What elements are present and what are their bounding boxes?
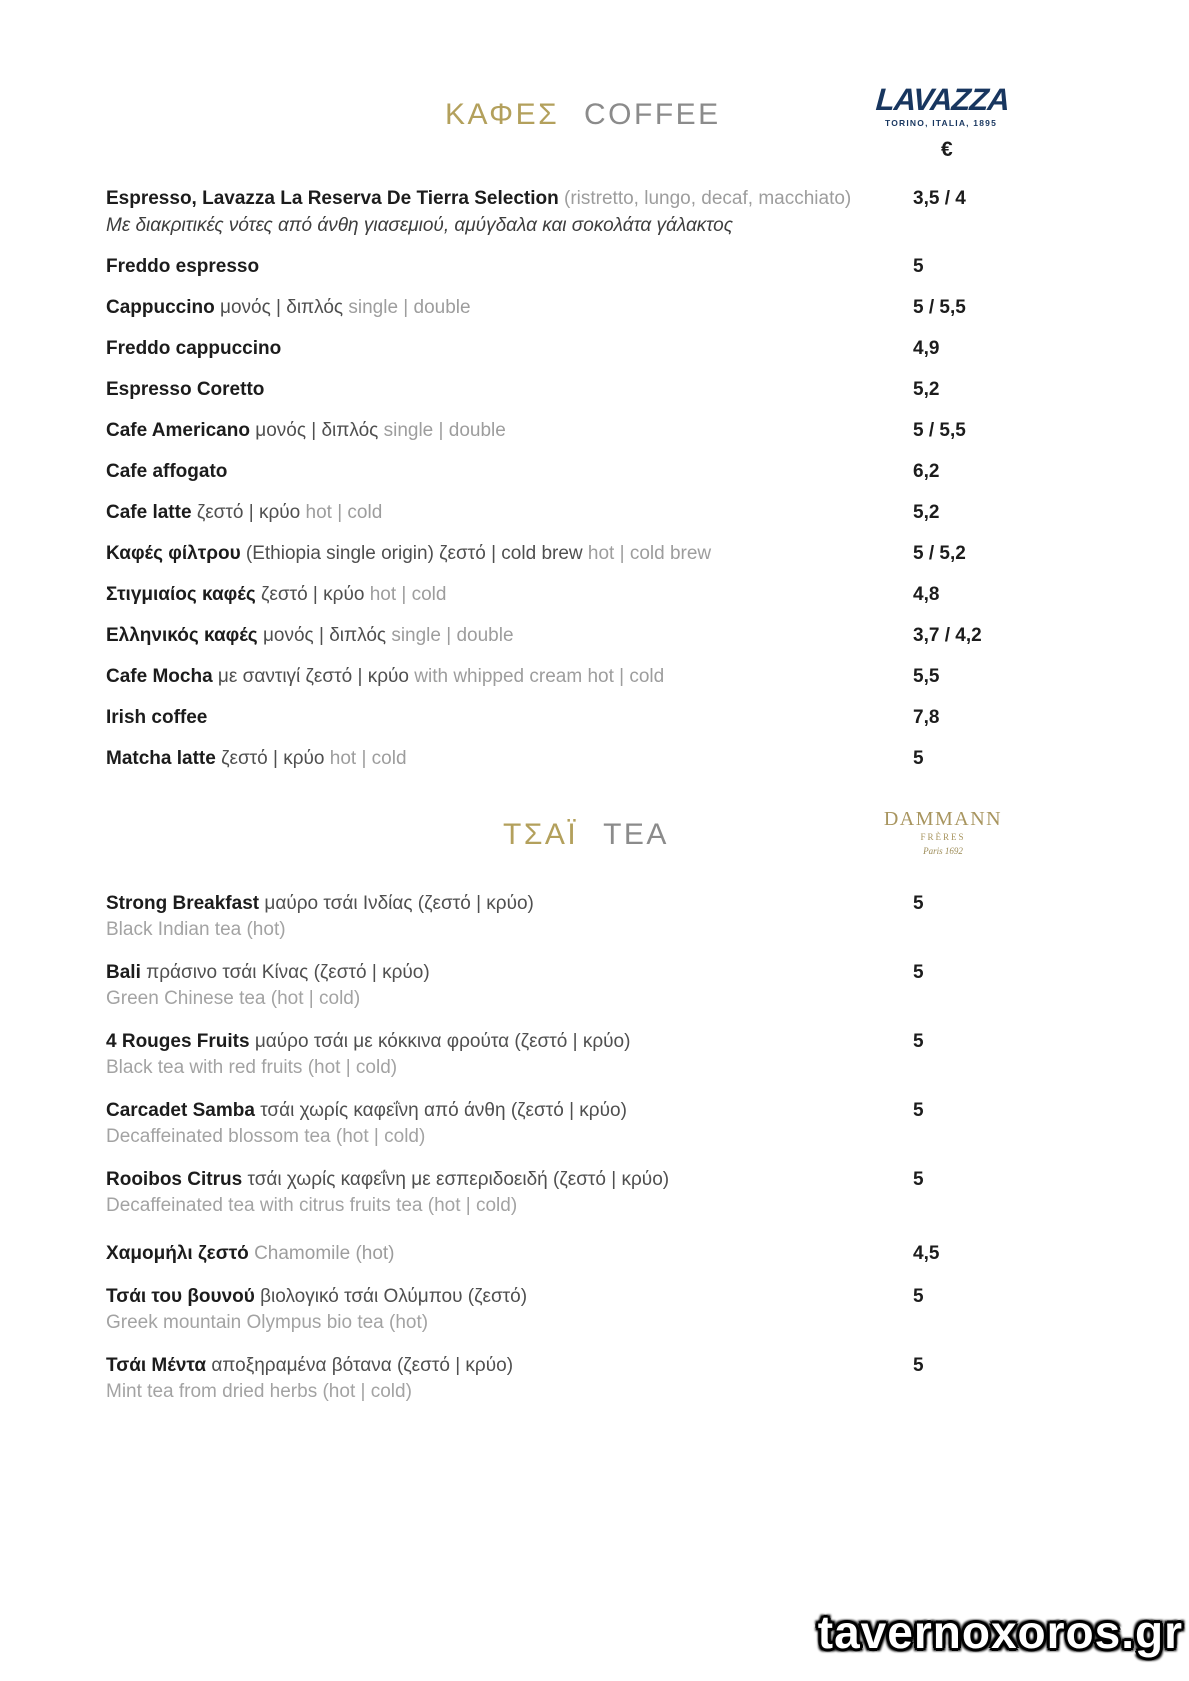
item-price: 5 / 5,5	[913, 420, 966, 441]
menu-item-cafe-affogato	[106, 461, 1089, 482]
item-detail-light: single | double	[391, 625, 514, 646]
item-detail-dark: μαύρο τσάι Ινδίας (ζεστό | κρύο)	[264, 893, 534, 914]
item-name: Τσάι Μέντα	[106, 1355, 207, 1376]
menu-item-carcadet-samba	[106, 1100, 1089, 1147]
item-name: Irish coffee	[106, 707, 208, 728]
menu-item-chamomile	[106, 1243, 1089, 1264]
item-price: 3,7 / 4,2	[913, 625, 982, 646]
item-detail-dark: μονός | διπλός	[255, 420, 379, 441]
item-price: 3,5 / 4	[913, 188, 966, 209]
item-price: 5,2	[913, 379, 940, 400]
item-detail-dark: βιολογικό τσάι Ολύμπου (ζεστό)	[260, 1286, 528, 1307]
item-name: Freddo cappuccino	[106, 338, 282, 359]
item-detail-light: hot | cold brew	[587, 543, 712, 564]
menu-item-matcha-latte	[106, 748, 1089, 769]
dammann-logo-name: DAMMANN	[883, 808, 1003, 830]
item-detail-dark: αποξηραμένα βότανα (ζεστό | κρύο)	[211, 1355, 514, 1376]
tea-section-heading	[503, 818, 669, 852]
dammann-logo-sub: FRÈRES	[920, 832, 966, 842]
item-detail-dark: πράσινο τσάι Κίνας (ζεστό | κρύο)	[146, 962, 430, 983]
item-name: Cafe affogato	[106, 461, 228, 482]
item-price: 5	[913, 893, 924, 914]
item-name: Ελληνικός καφές	[106, 625, 258, 646]
item-price: 5 / 5,5	[913, 297, 966, 318]
item-name: Rooibos Citrus	[106, 1169, 243, 1190]
menu-item-cafe-latte	[106, 502, 1089, 523]
item-name: Cappuccino	[106, 297, 215, 318]
item-price: 5,5	[913, 666, 940, 687]
coffee-heading-english: COFFEE	[584, 98, 721, 131]
item-price: 6,2	[913, 461, 940, 482]
item-detail-light: Chamomile (hot)	[254, 1243, 395, 1264]
tea-heading-greek: ΤΣΑΪ	[503, 818, 579, 851]
item-name: Espresso Coretto	[106, 379, 265, 400]
menu-item-mint-tea	[106, 1355, 1089, 1402]
item-translation: Decaffeinated tea with citrus fruits tea (hot | cold)	[106, 1195, 518, 1216]
item-detail-dark: ζεστό | κρύο	[221, 748, 325, 769]
item-detail-light: hot | cold	[369, 584, 447, 605]
menu-item-freddo-cappuccino	[106, 338, 1089, 359]
item-price: 5 / 5,2	[913, 543, 966, 564]
menu-item-cafe-mocha	[106, 666, 1089, 687]
menu-item-4-rouges-fruits	[106, 1031, 1089, 1078]
coffee-section-heading	[445, 98, 721, 132]
item-price: 4,9	[913, 338, 940, 359]
item-detail-dark: (Ethiopia single origin) ζεστό | cold brew	[245, 543, 583, 564]
item-price: 5	[913, 1169, 924, 1190]
item-detail-dark: μονός | διπλός	[220, 297, 344, 318]
item-name: Matcha latte	[106, 748, 216, 769]
item-price: 5	[913, 1100, 924, 1121]
item-name: Στιγμιαίος καφές	[106, 584, 256, 605]
item-translation: Mint tea from dried herbs (hot | cold)	[106, 1381, 412, 1402]
item-detail-light: with whipped cream hot | cold	[414, 666, 665, 687]
menu-item-bali	[106, 962, 1089, 1009]
menu-item-mountain-tea	[106, 1286, 1089, 1333]
item-name: Freddo espresso	[106, 256, 260, 277]
item-detail-dark: ζεστό | κρύο	[261, 584, 365, 605]
item-detail-dark: ζεστό | κρύο	[196, 502, 301, 523]
item-price: 5	[913, 1286, 924, 1307]
item-detail-light: (ristretto, lungo, decaf, macchiato)	[564, 188, 852, 209]
currency-symbol: €	[941, 138, 953, 161]
item-translation: Green Chinese tea (hot | cold)	[106, 988, 361, 1009]
menu-item-filter-coffee	[106, 543, 1089, 564]
item-name: Τσάι του βουνού	[106, 1286, 255, 1307]
item-detail-light: single | double	[383, 420, 506, 441]
lavazza-logo	[874, 82, 1011, 128]
menu-item-espresso-coretto	[106, 379, 1089, 400]
menu-item-greek-coffee	[106, 625, 1089, 646]
item-price: 5	[913, 962, 924, 983]
menu-item-instant-coffee	[106, 584, 1089, 605]
item-detail-light: single | double	[348, 297, 471, 318]
item-detail-dark: μαύρο τσάι με κόκκινα φρούτα (ζεστό | κρύο)	[254, 1031, 631, 1052]
coffee-heading-greek: ΚΑΦΕΣ	[445, 98, 560, 131]
menu-item-cafe-americano	[106, 420, 1089, 441]
item-detail-light: hot | cold	[329, 748, 407, 769]
item-price: 4,8	[913, 584, 940, 605]
dammann-freres-logo	[868, 808, 1018, 856]
item-name: Cafe latte	[106, 502, 192, 523]
item-detail-dark: με σαντιγί ζεστό | κρύο	[217, 666, 409, 687]
item-name: Strong Breakfast	[106, 893, 260, 914]
menu-item-espresso	[106, 188, 1089, 236]
item-name: 4 Rouges Fruits	[106, 1031, 250, 1052]
item-name: Espresso, Lavazza La Reserva De Tierra Selection	[106, 188, 559, 209]
item-detail-dark: τσάι χωρίς καφεΐνη από άνθη (ζεστό | κρύο)	[260, 1100, 627, 1121]
item-name: Cafe Mocha	[106, 666, 213, 687]
item-price: 5	[913, 1031, 924, 1052]
menu-item-irish-coffee	[106, 707, 1089, 728]
item-translation: Decaffeinated blossom tea (hot | cold)	[106, 1126, 426, 1147]
item-note: Με διακριτικές νότες από άνθη γιασεμιού, αμύγδαλα και σοκολάτα γάλακτος	[106, 215, 733, 236]
item-price: 5,2	[913, 502, 940, 523]
item-price: 5	[913, 256, 924, 277]
item-price: 7,8	[913, 707, 940, 728]
item-detail-light: hot | cold	[305, 502, 383, 523]
menu-item-freddo-espresso	[106, 256, 1089, 277]
tea-heading-english: TEA	[603, 818, 669, 851]
dammann-logo-origin: Paris 1692	[923, 846, 963, 856]
item-name: Χαμομήλι ζεστό	[106, 1243, 249, 1264]
menu-item-rooibos-citrus	[106, 1169, 1089, 1216]
coffee-item-list	[106, 188, 1089, 789]
item-translation: Greek mountain Olympus bio tea (hot)	[106, 1312, 429, 1333]
item-translation: Black Indian tea (hot)	[106, 919, 286, 940]
item-price: 5	[913, 1355, 924, 1376]
item-detail-dark: τσάι χωρίς καφεΐνη με εσπεριδοειδή (ζεστό | κρύο)	[247, 1169, 670, 1190]
item-name: Bali	[106, 962, 141, 983]
item-detail-dark: μονός | διπλός	[262, 625, 387, 646]
menu-item-cappuccino	[106, 297, 1089, 318]
item-name: Carcadet Samba	[106, 1100, 255, 1121]
site-watermark: tavernoxoros.gr	[817, 1606, 1183, 1658]
lavazza-logo-tagline: TORINO, ITALIA, 1895	[884, 118, 997, 128]
menu-item-strong-breakfast	[106, 893, 1089, 940]
item-name: Cafe Americano	[106, 420, 250, 441]
item-translation: Black tea with red fruits (hot | cold)	[106, 1057, 398, 1078]
item-price: 4,5	[913, 1243, 940, 1264]
tea-item-list	[106, 893, 1089, 1424]
item-name: Καφές φίλτρου	[106, 543, 241, 564]
lavazza-logo-name: LAVAZZA	[874, 82, 1011, 117]
item-price: 5	[913, 748, 924, 769]
